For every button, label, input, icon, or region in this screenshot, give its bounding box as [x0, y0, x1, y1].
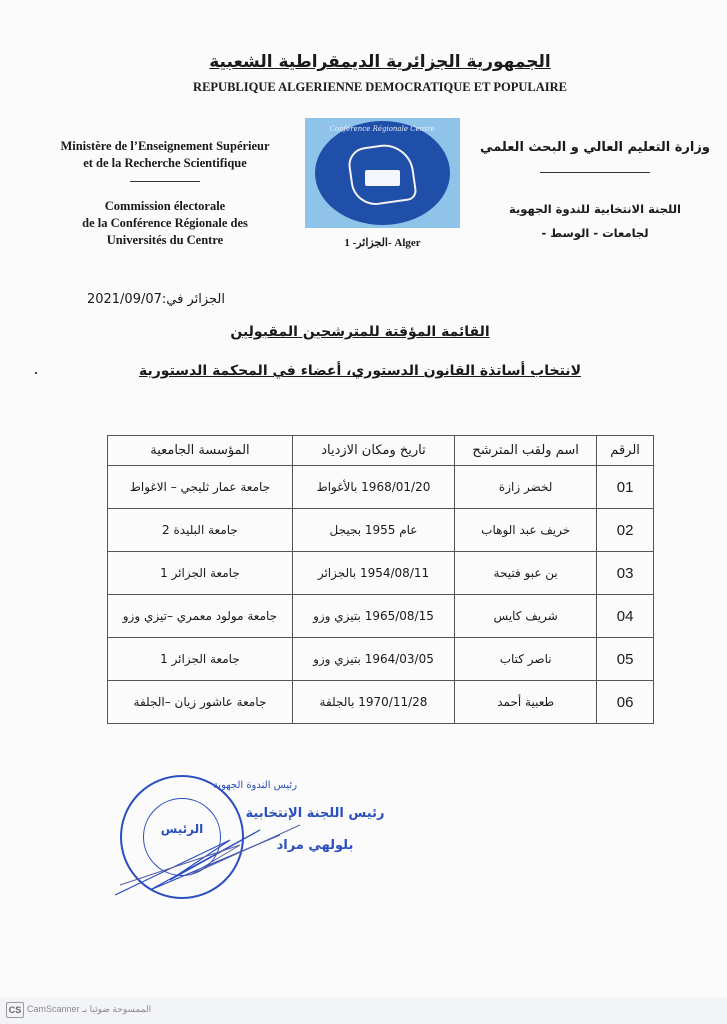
cell-name: خريف عبد الوهاب — [455, 509, 597, 552]
stamp-top-text: رئيس الندوة الجهوية — [212, 780, 298, 791]
table-row — [108, 638, 654, 681]
table-row — [108, 466, 654, 509]
scan-speck — [35, 372, 37, 374]
document-date: الجزائر في:2021/09/07 — [86, 292, 225, 307]
cell-birth: 1965/08/15 بتيزي وزو — [292, 595, 454, 638]
cell-number: 04 — [597, 595, 654, 638]
column-header-birth: تاريخ ومكان الازدياد — [292, 436, 454, 466]
cell-institution: جامعة الجزائر 1 — [108, 638, 293, 681]
cell-birth: 1954/08/11 بالجزائر — [292, 552, 454, 595]
column-header-institution: المؤسسة الجامعية — [108, 436, 293, 466]
commission-french — [40, 198, 290, 249]
cell-name: لخضر زازة — [455, 466, 597, 509]
logo-ring-text: Conférence Régionale Centre — [329, 125, 435, 133]
handwritten-signature — [110, 820, 310, 900]
republic-title-arabic: الجمهورية الجزائرية الديمقراطية الشعبية — [209, 52, 551, 72]
camscanner-logo-icon: CS — [6, 1002, 24, 1018]
cell-name: ناصر كتاب — [455, 638, 597, 681]
logo-caption: الجزائر- 1- Alger — [344, 237, 421, 249]
commission-arabic-line: لجامعات - الوسط - — [541, 226, 649, 240]
table-row — [108, 681, 654, 724]
table-header-row — [108, 436, 654, 466]
republic-title-french: REPUBLIQUE ALGERIENNE DEMOCRATIQUE ET POPULAIRE — [193, 80, 567, 94]
signatory-name: بلولهي مراد — [276, 838, 354, 853]
candidates-table — [107, 435, 654, 724]
commission-french-line: Commission électorale — [104, 199, 226, 213]
cell-name: طعبية أحمد — [455, 681, 597, 724]
cell-institution: جامعة البليدة 2 — [108, 509, 293, 552]
cell-institution: جامعة مولود معمري –تيزي وزو — [108, 595, 293, 638]
divider — [130, 181, 200, 182]
cell-number: 01 — [597, 466, 654, 509]
table-row — [108, 509, 654, 552]
cell-institution: جامعة عاشور زيان –الجلفة — [108, 681, 293, 724]
ministry-french-line: Ministère de l’Enseignement Supérieur — [60, 139, 270, 153]
commission-arabic-line: اللجنة الانتخابية للندوة الجهوية — [509, 202, 681, 216]
table-row — [108, 552, 654, 595]
document-heading: القائمة المؤقتة للمترشحين المقبولين — [230, 324, 490, 340]
cell-birth: 1964/03/05 بتيزي وزو — [292, 638, 454, 681]
divider — [540, 172, 650, 173]
ministry-arabic: وزارة التعليم العالي و البحث العلمي — [480, 140, 710, 155]
book-icon — [365, 170, 400, 186]
cell-number: 02 — [597, 509, 654, 552]
commission-french-line: Universités du Centre — [106, 233, 224, 247]
cell-name: شريف كايس — [455, 595, 597, 638]
cell-birth: عام 1955 بجيجل — [292, 509, 454, 552]
stamp-center-text: الرئيس — [160, 822, 204, 836]
table-row — [108, 595, 654, 638]
ministry-french — [40, 138, 290, 172]
camscanner-watermark: CamScanner الممسوحة ضوئيا بـ — [27, 1004, 152, 1014]
cell-institution: جامعة عمار ثليجي – الاغواط — [108, 466, 293, 509]
cell-birth: 1968/01/20 بالأغواط — [292, 466, 454, 509]
document-subheading: لانتخاب أساتذة القانون الدستوري، أعضاء في المحكمة الدستورية — [138, 363, 581, 379]
ministry-french-line: et de la Recherche Scientifique — [83, 156, 247, 170]
cell-name: بن عبو فتيحة — [455, 552, 597, 595]
cell-number: 05 — [597, 638, 654, 681]
cell-number: 03 — [597, 552, 654, 595]
cell-institution: جامعة الجزائر 1 — [108, 552, 293, 595]
cell-birth: 1970/11/28 بالجلفة — [292, 681, 454, 724]
signatory-title: رئيس اللجنة الإنتخابية — [245, 806, 385, 821]
cell-number: 06 — [597, 681, 654, 724]
commission-french-line: de la Conférence Régionale des — [82, 216, 248, 230]
column-header-number: الرقم — [597, 436, 654, 466]
commission-arabic — [470, 197, 720, 245]
column-header-name: اسم ولقب المترشح — [455, 436, 597, 466]
